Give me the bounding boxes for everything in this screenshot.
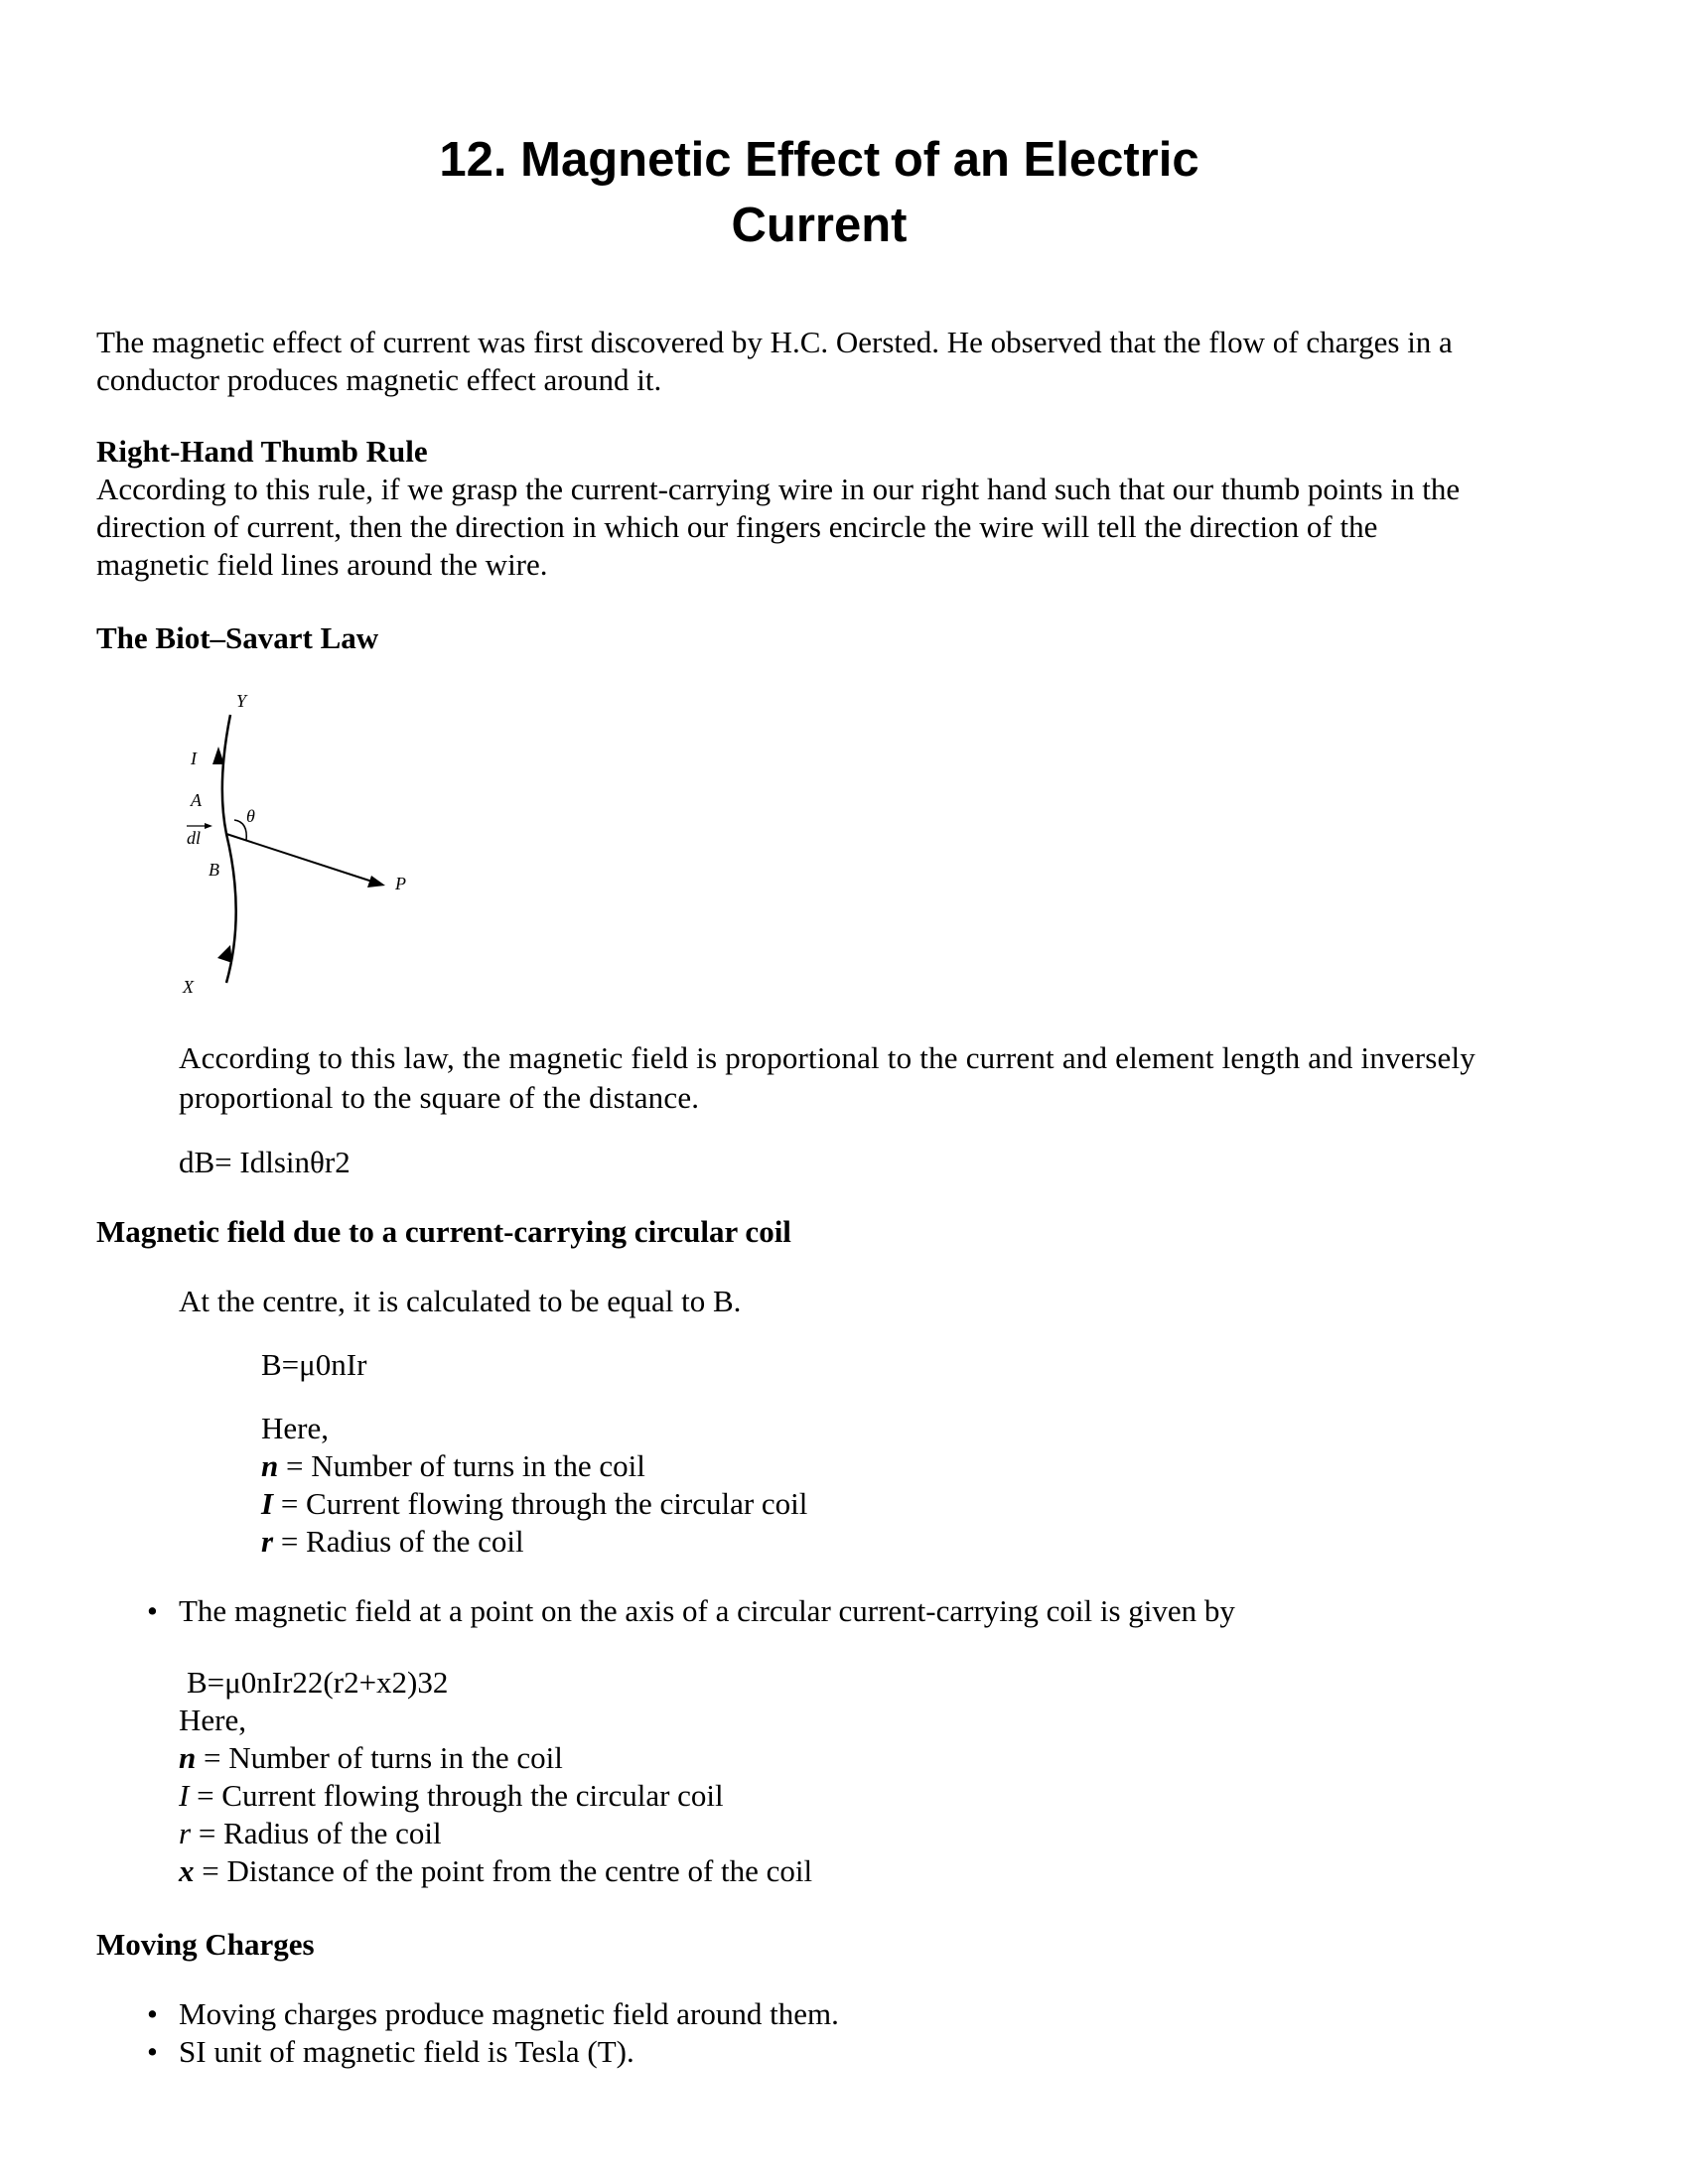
paragraph-line: According to this law, the magnetic field is proportional to the current and element length and inversely <box>179 1040 1476 1075</box>
point-p-arrow <box>367 876 385 887</box>
title-line-2: Current <box>731 199 908 252</box>
symbol: x <box>179 1853 195 1888</box>
biot-savart-formula: dB= Idlsinθr2 <box>179 1145 351 1179</box>
intro-line: conductor produces magnetic effect around it. <box>96 362 662 397</box>
circular-coil-heading: Magnetic field due to a current-carrying circular coil <box>96 1214 791 1249</box>
axis-formula: B=μ0nIr22(r2+x2)32 <box>187 1665 449 1700</box>
definition-row <box>179 1852 812 1890</box>
label-y: Y <box>236 691 247 711</box>
list-item <box>147 1995 839 2033</box>
biot-savart-heading: The Biot–Savart Law <box>96 620 379 655</box>
definition-text: = Distance of the point from the centre of the coil <box>194 1853 813 1888</box>
symbol: r <box>179 1816 192 1850</box>
page-title <box>0 127 1638 258</box>
symbol: n <box>261 1448 279 1483</box>
bullet-icon: • <box>147 1996 158 2031</box>
symbol: I <box>261 1486 274 1521</box>
label-b: B <box>209 860 219 880</box>
definition-row <box>261 1447 807 1485</box>
definition-row <box>261 1485 807 1523</box>
symbol: n <box>179 1740 197 1775</box>
definition-text: = Number of turns in the coil <box>278 1448 645 1483</box>
moving-charges-list <box>147 1995 839 2071</box>
title-line-1: 12. Magnetic Effect of an Electric <box>439 133 1199 187</box>
definition-text: = Radius of the coil <box>273 1524 524 1559</box>
label-x: X <box>183 977 194 997</box>
label-dl: dl <box>187 828 202 848</box>
moving-charges-heading: Moving Charges <box>96 1927 315 1962</box>
label-i: I <box>191 749 197 768</box>
label-p: P <box>395 874 406 893</box>
centre-formula: B=μ0nIr <box>261 1347 367 1382</box>
symbol: r <box>261 1524 274 1559</box>
paragraph-line: direction of current, then the direction in which our fingers encircle the wire will tell the direction of the <box>96 509 1378 544</box>
list-item-text: Moving charges produce magnetic field around them. <box>179 1996 839 2031</box>
definition-text: = Current flowing through the circular coil <box>273 1486 808 1521</box>
paragraph-line: According to this rule, if we grasp the current-carrying wire in our right hand such that our thumb points in the <box>96 472 1461 506</box>
paragraph-line: magnetic field lines around the wire. <box>96 547 548 582</box>
centre-text: At the centre, it is calculated to be equal to B. <box>179 1284 742 1318</box>
symbol: I <box>179 1778 190 1813</box>
here-label: Here, <box>179 1703 246 1737</box>
right-hand-rule-heading: Right-Hand Thumb Rule <box>96 434 428 469</box>
definition-text: = Number of turns in the coil <box>196 1740 563 1775</box>
label-a: A <box>191 790 202 810</box>
definition-row <box>261 1523 807 1561</box>
biot-savart-diagram <box>169 685 427 1003</box>
bullet-icon: • <box>147 2034 158 2069</box>
list-item-text: SI unit of magnetic field is Tesla (T). <box>179 2034 634 2069</box>
current-arrow-upper <box>212 747 224 764</box>
here-label: Here, <box>261 1411 329 1445</box>
intro-paragraph <box>96 324 1596 399</box>
definition-text: = Current flowing through the circular coil <box>189 1778 724 1813</box>
label-theta: θ <box>246 806 255 826</box>
wire-curve <box>222 715 236 983</box>
dl-arrow-head <box>205 823 212 829</box>
current-arrow-lower <box>217 945 232 963</box>
centre-definitions <box>261 1410 807 1561</box>
bullet-icon: • <box>147 1593 158 1628</box>
definition-row <box>179 1777 812 1815</box>
biot-savart-description <box>179 1038 1609 1118</box>
definition-text: = Radius of the coil <box>191 1816 442 1850</box>
intro-line: The magnetic effect of current was first discovered by H.C. Oersted. He observed that the flow of charges in a <box>96 325 1453 359</box>
right-hand-rule-paragraph <box>96 471 1596 584</box>
definition-row <box>179 1815 812 1852</box>
axis-text: The magnetic field at a point on the axis of a circular current-carrying coil is given by <box>179 1593 1235 1628</box>
paragraph-line: proportional to the square of the distance. <box>179 1080 700 1115</box>
definition-row <box>179 1739 812 1777</box>
list-item <box>147 2033 839 2071</box>
position-vector-line <box>226 834 372 882</box>
axis-definitions <box>179 1702 812 1890</box>
